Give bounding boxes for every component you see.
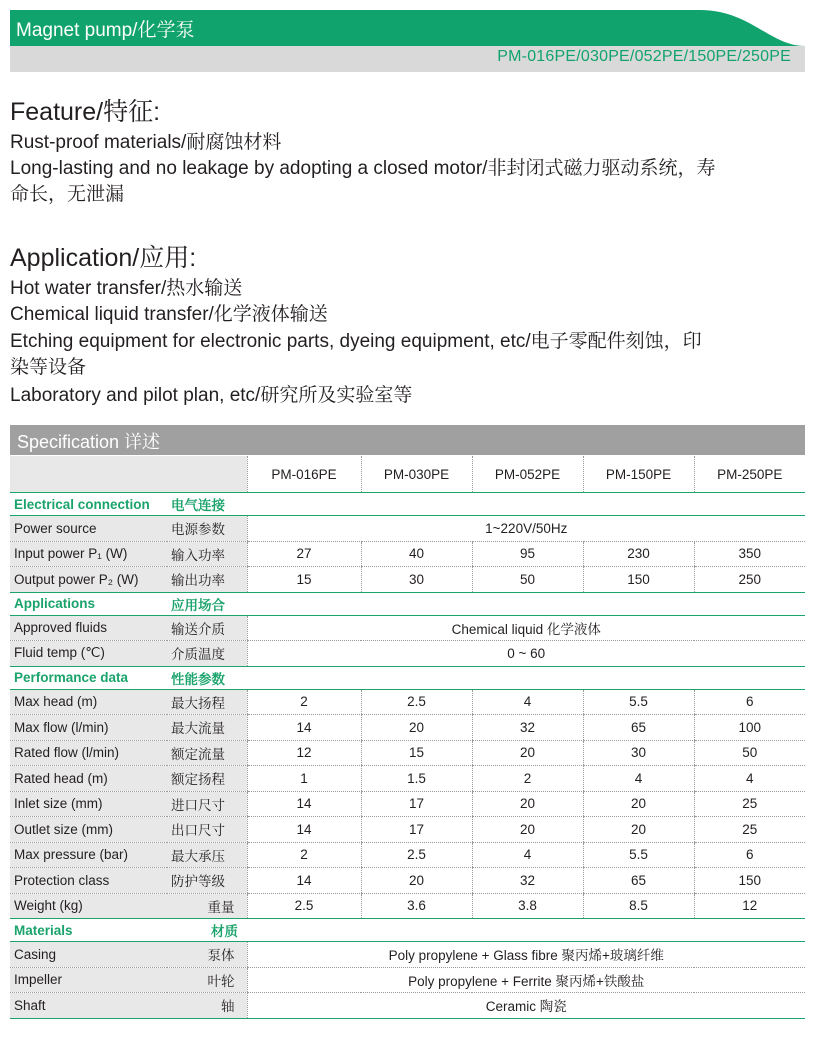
row-value: Poly propylene + Ferrite 聚丙烯+铁酸盐 [247,967,805,993]
cell-value: 40 [361,541,472,567]
group-label-en: Electrical connection [10,493,167,516]
cell-value: 50 [694,740,805,766]
cell-value: 65 [583,715,694,741]
model-header: PM-030PE [361,456,472,493]
feature-line: 命长，无泄漏 [10,184,125,205]
cell-value: 20 [583,791,694,817]
cell-value: 1.5 [361,766,472,792]
cell-value: 150 [583,567,694,593]
row-label-cn: 最大流量 [167,715,247,741]
spec-table [10,456,805,1019]
row-label-cn: 额定扬程 [167,766,247,792]
table-row [10,791,805,817]
table-row [10,516,805,542]
row-label-en: Power source [10,516,167,542]
table-row [10,715,805,741]
cell-value: 2.5 [247,893,361,919]
row-label-en: Fluid temp (℃) [10,641,167,667]
table-row [10,967,805,993]
application-line: 染等设备 [10,357,87,378]
spec-header-bar [10,425,805,455]
cell-value: 20 [583,817,694,843]
model-range: PM-016PE/030PE/052PE/150PE/250PE [497,48,791,65]
row-value: 1~220V/50Hz [247,516,805,542]
cell-value: 65 [583,868,694,894]
application-line: Hot water transfer/热水输送 [10,278,243,299]
cell-value: 150 [694,868,805,894]
group-label-en: Performance data [10,666,167,689]
group-row-electrical [10,493,805,516]
cell-value: 17 [361,791,472,817]
feature-heading: Feature/特征: [10,98,161,126]
cell-value: 6 [694,842,805,868]
table-row [10,842,805,868]
cell-value: 4 [472,842,583,868]
spec-title: Specification 详述 [17,432,161,452]
row-label-en: Rated flow (l/min) [10,740,167,766]
feature-line: Rust-proof materials/耐腐蚀材料 [10,132,282,153]
model-header: PM-150PE [583,456,694,493]
table-header-row [10,456,805,493]
cell-value: 3.8 [472,893,583,919]
table-row [10,942,805,968]
row-label-cn: 最大扬程 [167,689,247,715]
cell-value: 230 [583,541,694,567]
table-row [10,817,805,843]
cell-value: 20 [361,715,472,741]
group-row-applications [10,592,805,615]
cell-value: 4 [583,766,694,792]
application-line: Chemical liquid transfer/化学液体输送 [10,304,328,325]
cell-value: 17 [361,817,472,843]
cell-value: 30 [583,740,694,766]
row-label-cn: 重量 [167,893,247,919]
cell-value: 2 [247,689,361,715]
application-line: Etching equipment for electronic parts, dyeing equipment, etc/电子零配件刻蚀，印 [10,331,702,352]
row-value: Poly propylene + Glass fibre 聚丙烯+玻璃纤维 [247,942,805,968]
header-blank [10,456,247,493]
model-header: PM-016PE [247,456,361,493]
row-label-en: Input power P₁ (W) [10,541,167,567]
row-label-en: Rated head (m) [10,766,167,792]
cell-value: 250 [694,567,805,593]
cell-value: 95 [472,541,583,567]
row-label-cn: 进口尺寸 [167,791,247,817]
cell-value: 4 [472,689,583,715]
row-label-cn: 额定流量 [167,740,247,766]
cell-value: 12 [694,893,805,919]
row-label-en: Approved fluids [10,615,167,641]
row-label-cn: 叶轮 [167,967,247,993]
cell-value: 15 [361,740,472,766]
cell-value: 25 [694,817,805,843]
cell-value: 50 [472,567,583,593]
cell-value: 1 [247,766,361,792]
row-label-en: Max flow (l/min) [10,715,167,741]
model-header: PM-052PE [472,456,583,493]
header-banner [10,10,805,72]
cell-value: 32 [472,715,583,741]
row-label-cn: 最大承压 [167,842,247,868]
row-label-en: Max head (m) [10,689,167,715]
cell-value: 15 [247,567,361,593]
cell-value: 2.5 [361,689,472,715]
table-row [10,689,805,715]
table-row [10,993,805,1019]
cell-value: 20 [472,791,583,817]
row-label-cn: 泵体 [167,942,247,968]
model-header: PM-250PE [694,456,805,493]
row-label-en: Inlet size (mm) [10,791,167,817]
cell-value: 2.5 [361,842,472,868]
row-label-cn: 轴 [167,993,247,1019]
cell-value: 2 [247,842,361,868]
row-label-en: Max pressure (bar) [10,842,167,868]
cell-value: 2 [472,766,583,792]
row-value: Ceramic 陶瓷 [247,993,805,1019]
cell-value: 20 [472,817,583,843]
group-label-cn: 材质 [167,919,805,942]
row-label-cn: 输送介质 [167,615,247,641]
page-title: Magnet pump/化学泵 [16,20,195,41]
table-row [10,740,805,766]
cell-value: 8.5 [583,893,694,919]
cell-value: 350 [694,541,805,567]
row-label-en: Shaft [10,993,167,1019]
row-label-cn: 防护等级 [167,868,247,894]
cell-value: 6 [694,689,805,715]
application-heading: Application/应用: [10,244,197,272]
cell-value: 14 [247,715,361,741]
row-label-en: Output power P₂ (W) [10,567,167,593]
cell-value: 5.5 [583,842,694,868]
table-row [10,615,805,641]
row-label-cn: 出口尺寸 [167,817,247,843]
cell-value: 32 [472,868,583,894]
table-row [10,641,805,667]
row-label-cn: 输入功率 [167,541,247,567]
cell-value: 14 [247,868,361,894]
row-label-en: Casing [10,942,167,968]
cell-value: 100 [694,715,805,741]
cell-value: 30 [361,567,472,593]
table-row [10,893,805,919]
table-row [10,541,805,567]
cell-value: 25 [694,791,805,817]
row-label-cn: 输出功率 [167,567,247,593]
group-label-cn: 性能参数 [167,666,805,689]
cell-value: 3.6 [361,893,472,919]
application-line: Laboratory and pilot plan, etc/研究所及实验室等 [10,385,413,406]
row-label-cn: 介质温度 [167,641,247,667]
group-label-en: Materials [10,919,167,942]
table-row [10,868,805,894]
cell-value: 12 [247,740,361,766]
row-value: Chemical liquid 化学液体 [247,615,805,641]
cell-value: 27 [247,541,361,567]
cell-value: 20 [361,868,472,894]
table-row [10,766,805,792]
row-label-en: Weight (kg) [10,893,167,919]
row-label-en: Impeller [10,967,167,993]
group-label-cn: 应用场合 [167,592,805,615]
cell-value: 14 [247,791,361,817]
cell-value: 14 [247,817,361,843]
group-label-cn: 电气连接 [167,493,805,516]
row-label-en: Outlet size (mm) [10,817,167,843]
table-row [10,567,805,593]
group-row-performance [10,666,805,689]
group-row-materials [10,919,805,942]
cell-value: 5.5 [583,689,694,715]
row-label-cn: 电源参数 [167,516,247,542]
cell-value: 4 [694,766,805,792]
row-label-en: Protection class [10,868,167,894]
group-label-en: Applications [10,592,167,615]
row-value: 0 ~ 60 [247,641,805,667]
feature-line: Long-lasting and no leakage by adopting a closed motor/非封闭式磁力驱动系统，寿 [10,158,716,179]
cell-value: 20 [472,740,583,766]
